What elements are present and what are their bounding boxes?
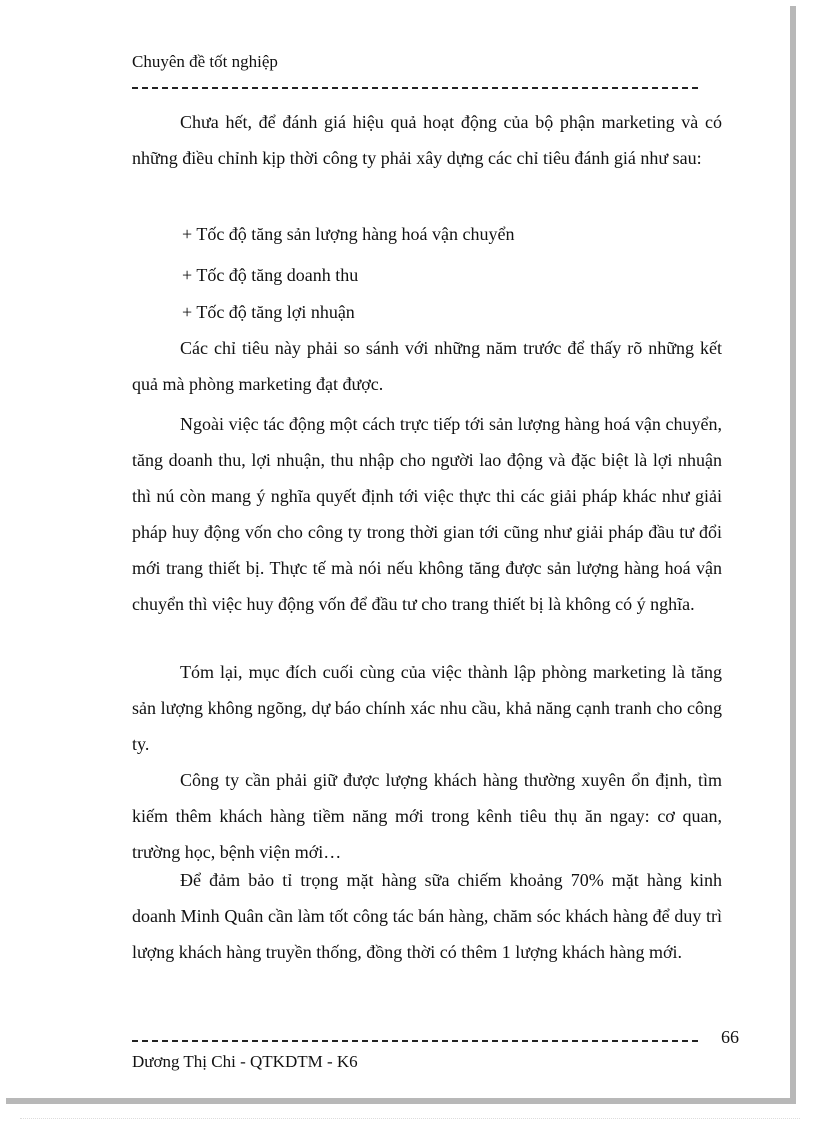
- paragraph-6: Để đảm bảo tỉ trọng mặt hàng sữa chiếm khoảng 70% mặt hàng kinh doanh Minh Quân cần làm tốt công tác bán hàng, chăm sóc khách hàng để duy trì lượng khách hàng truyền thống, đồng thời có thêm 1 lượng khách hàng mới.: [132, 870, 722, 962]
- bullet-2: + Tốc độ tăng doanh thu: [182, 265, 359, 285]
- paragraph-4: Tóm lại, mục đích cuối cùng của việc thành lập phòng marketing là tăng sản lượng không ngõng, dự báo chính xác nhu cầu, khả năng cạnh tranh cho công ty.: [132, 662, 722, 754]
- paragraph-1: Chưa hết, để đánh giá hiệu quả hoạt động của bộ phận marketing và có những điều chỉnh kịp thời công ty phải xây dựng các chỉ tiêu đánh giá như sau:: [132, 112, 722, 168]
- paragraph-2: Các chỉ tiêu này phải so sánh với những năm trước để thấy rõ những kết quả mà phòng marketing đạt được.: [132, 338, 722, 394]
- bullet-3: + Tốc độ tăng lợi nhuận: [182, 302, 355, 322]
- header-divider: [132, 87, 698, 89]
- footer-author: Dương Thị Chi - QTKDTM - K6: [132, 1052, 358, 1071]
- footer-divider: [132, 1040, 698, 1042]
- bottom-dotted-line: [20, 1118, 800, 1119]
- page-number: 66: [721, 1027, 739, 1047]
- paragraph-3: Ngoài việc tác động một cách trực tiếp tới sản lượng hàng hoá vận chuyển, tăng doanh thu, lợi nhuận, thu nhập cho người lao động và đặc biệt là lợi nhuận thì nú còn mang ý nghĩa quyết định tới việc thực thi các giải pháp khác như giải pháp huy động vốn cho công ty trong thời gian tới cũng như giải pháp đầu tư đổi mới trang thiết bị. Thực tế mà nói nếu không tăng được sản lượng hàng hoá vận chuyển thì việc huy động vốn để đầu tư cho trang thiết bị là không có ý nghĩa.: [132, 414, 722, 614]
- bullet-1: + Tốc độ tăng sản lượng hàng hoá vận chuyển: [182, 224, 515, 244]
- header-title: Chuyên đề tốt nghiệp: [132, 52, 278, 71]
- paragraph-5: Công ty cần phải giữ được lượng khách hàng thường xuyên ổn định, tìm kiếm thêm khách hàng tiềm năng mới trong kênh tiêu thụ ăn ngay: cơ quan, trường học, bệnh viện mới…: [132, 770, 722, 862]
